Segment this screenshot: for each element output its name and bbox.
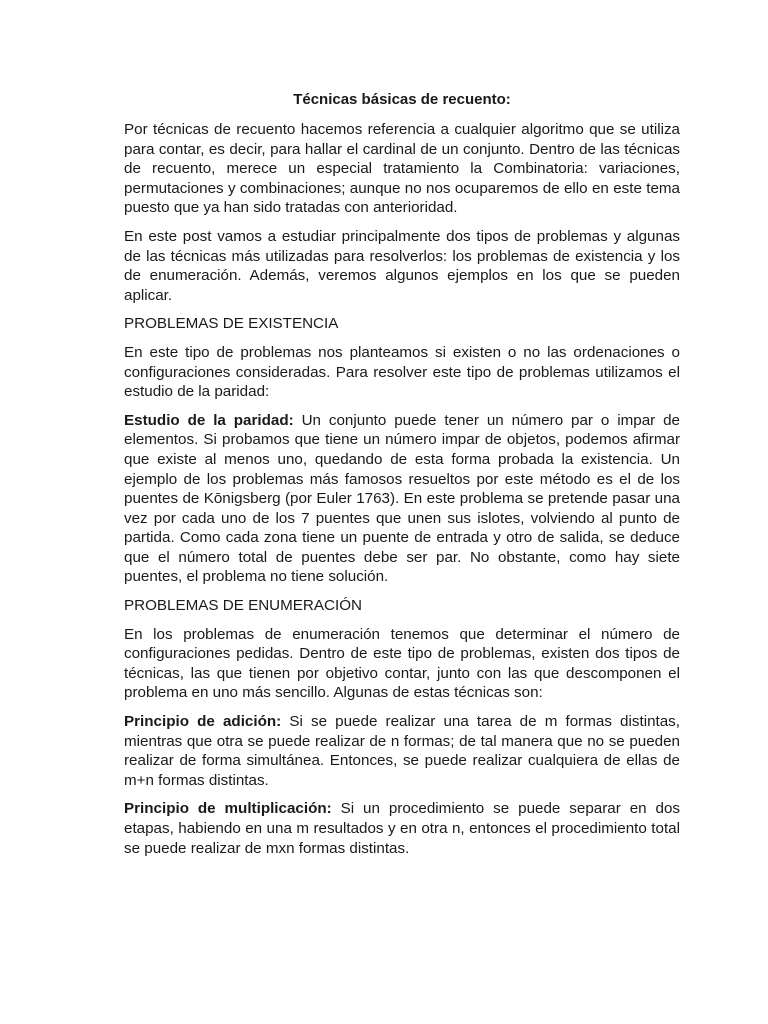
section-heading-existence: PROBLEMAS DE EXISTENCIA	[124, 315, 339, 333]
multiplication-paragraph	[124, 799, 680, 858]
section-heading-enumeration: PROBLEMAS DE ENUMERACIÓN	[124, 597, 362, 615]
addition-text: Si se puede realizar una tarea de m formas distintas, mientras que otra se puede realizar de n formas; de tal manera que no se pueden realizar de forma simultánea. Entonces, se puede realizar cualquiera de ellas de m+n formas distintas.	[124, 713, 680, 789]
intro-paragraph-1: Por técnicas de recuento hacemos referencia a cualquier algoritmo que se utiliza para contar, es decir, para hallar el cardinal de un conjunto. Dentro de las técnicas de recuento, merece un especial tratamiento la Combinatoria: variaciones, permutaciones y combinaciones; aunque no nos ocuparemos de ello en este tema puesto que ya han sido tratadas con anterioridad.	[124, 121, 680, 217]
parity-paragraph	[124, 411, 680, 587]
intro-paragraph-2: En este post vamos a estudiar principalmente dos tipos de problemas y algunas de las técnicas más utilizadas para resolverlos: los problemas de existencia y los de enumeración. Además, veremos algunos ejemplos en los que se pueden aplicar.	[124, 227, 680, 304]
parity-text: Un conjunto puede tener un número par o impar de elementos. Si probamos que tiene un número impar de objetos, podemos afirmar que existe al menos uno, quedando de esta forma probada la existencia. Un ejemplo de los problemas más famosos resueltos por este método es el de los puentes de Kōnigsberg (por Euler 1763). En este problema se pretende pasar una vez por cada uno de los 7 puentes que unen sus islotes, volviendo al punto de partida. Como cada zona tiene un puente de entrada y otro de salida, se deduce que el número total de puentes debe ser par. No obstante, como hay siete puentes, el problema no tiene solución.	[124, 411, 680, 586]
multiplication-text: Si un procedimiento se puede separar en dos etapas, habiendo en una m resultados y en otra n, entonces el procedimiento total se puede realizar de mxn formas distintas.	[124, 800, 680, 857]
parity-term: Estudio de la paridad:	[124, 411, 294, 429]
document-title: Técnicas básicas de recuento:	[293, 91, 511, 108]
document-page	[124, 90, 680, 867]
multiplication-term: Principio de multiplicación:	[124, 800, 332, 818]
addition-paragraph	[124, 712, 680, 790]
existence-paragraph: En este tipo de problemas nos planteamos si existen o no las ordenaciones o configuraciones consideradas. Para resolver este tipo de problemas utilizamos el estudio de la paridad:	[124, 343, 680, 401]
enumeration-paragraph: En los problemas de enumeración tenemos que determinar el número de configuraciones pedidas. Dentro de este tipo de problemas, existen dos tipos de técnicas, las que tienen por objetivo contar, junto con las que descomponen el problema en uno más sencillo. Algunas de estas técnicas son:	[124, 625, 680, 702]
addition-term: Principio de adición:	[124, 713, 282, 731]
